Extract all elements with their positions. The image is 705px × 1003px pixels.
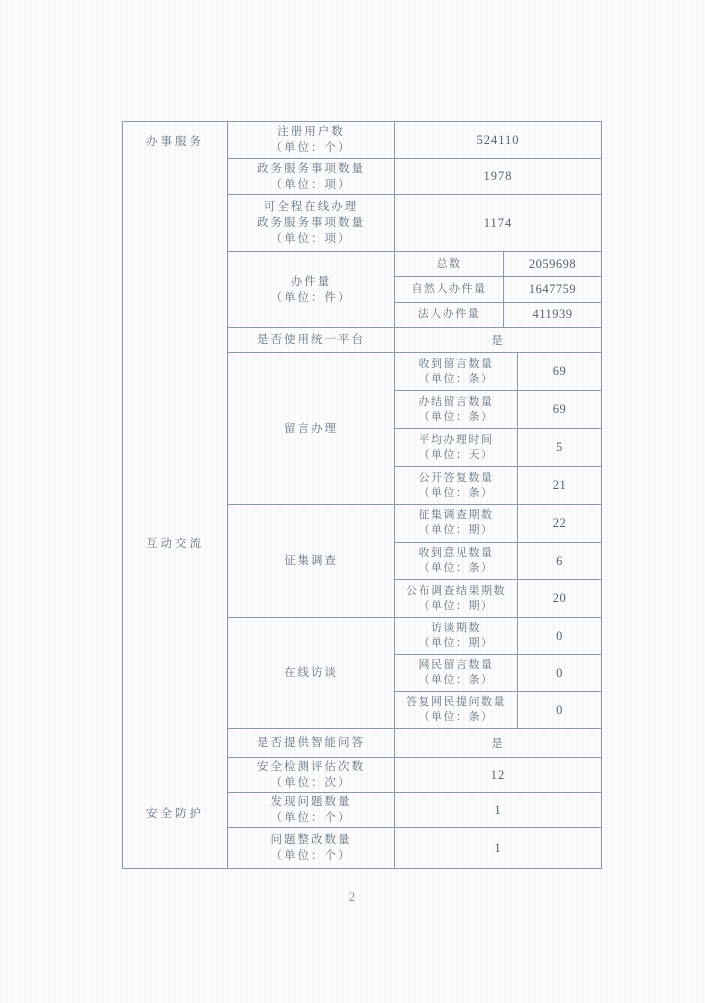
item-label: 发现问题数量 <box>270 796 352 808</box>
table-row <box>228 758 601 793</box>
table-subrow <box>395 655 601 692</box>
section-anquan-fanghu <box>123 758 601 868</box>
subrow-value: 69 <box>552 364 567 378</box>
item-unit: （单位：项） <box>270 178 352 191</box>
subrow-value: 69 <box>552 402 567 416</box>
subrow-label: 公开答复数量 <box>418 471 494 484</box>
subrow-label: 征集调查期数 <box>418 509 494 522</box>
category-cell: 互动交流 <box>123 328 228 758</box>
subrow-label: 收到留言数量 <box>418 357 494 370</box>
subrow-unit: （单位：条） <box>418 486 494 499</box>
value-cell: 12 <box>490 767 506 782</box>
subrow-unit: （单位：条） <box>418 674 494 686</box>
subrow-unit: （单位：条） <box>418 562 494 574</box>
table-subrow <box>395 467 601 504</box>
table-row <box>228 828 601 868</box>
item-label: 是否使用统一平台 <box>257 334 365 346</box>
page-number: 2 <box>348 889 357 904</box>
item-label: 在线访谈 <box>284 667 338 679</box>
table-subrow <box>395 353 601 391</box>
table-row <box>228 159 601 195</box>
table-subrow <box>395 618 601 655</box>
value-cell: 1 <box>494 802 502 817</box>
table-row <box>228 505 601 618</box>
value-cell: 是 <box>491 738 505 750</box>
table-subrow <box>395 252 601 277</box>
item-unit: （单位：个） <box>270 812 352 824</box>
subrow-value: 5 <box>556 440 563 454</box>
value-cell: 1 <box>494 840 502 855</box>
item-label: 安全检测评估次数 <box>257 761 365 773</box>
item-label: 征集调查 <box>284 555 338 567</box>
subrow-label: 收到意见数量 <box>418 547 494 559</box>
subrow-value: 0 <box>556 628 563 643</box>
subrow-value: 2059698 <box>528 256 577 271</box>
table-row <box>228 252 601 328</box>
value-cell: 524110 <box>476 132 520 147</box>
table-row <box>228 353 601 505</box>
section-banshi-fuwu <box>123 122 601 328</box>
table-subrow <box>395 429 601 467</box>
subrow-value: 21 <box>552 478 567 492</box>
item-unit: （单位：个） <box>270 850 352 862</box>
subrow-value: 411939 <box>532 307 573 322</box>
value-cell: 是 <box>491 335 505 347</box>
subrow-label: 总数 <box>436 257 462 270</box>
item-label: 办件量 <box>290 275 332 288</box>
item-label: 问题整改数量 <box>270 834 352 846</box>
subrow-value: 0 <box>556 702 563 717</box>
subrow-unit: （单位：条） <box>418 711 494 723</box>
subrow-label: 网民留言数量 <box>418 659 494 671</box>
item-label: 政务服务事项数量 <box>257 162 365 175</box>
subrow-label: 访谈期数 <box>431 622 481 634</box>
table-row <box>228 618 601 729</box>
table-subrow <box>395 391 601 429</box>
item-unit: （单位：件） <box>270 291 352 304</box>
subrow-label: 平均办理时间 <box>418 433 494 446</box>
item-label: 可全程在线办理 <box>263 201 359 213</box>
subrow-value: 1647759 <box>528 281 577 296</box>
table-row <box>228 729 601 758</box>
subrow-label: 公布调查结果期数 <box>406 584 506 597</box>
table-subrow <box>395 303 601 327</box>
subrow-label: 答复网民提问数量 <box>406 696 506 708</box>
subrow-value: 22 <box>552 515 567 530</box>
subrow-label: 法人办件量 <box>417 308 481 321</box>
table-row <box>228 195 601 252</box>
table-subrow <box>395 580 601 617</box>
value-cell: 1174 <box>483 215 513 230</box>
section-hudong-jiaoliu <box>123 328 601 758</box>
subrow-label: 办结留言数量 <box>418 395 494 408</box>
subrow-unit: （单位：条） <box>418 372 494 385</box>
category-cell: 安全防护 <box>123 758 228 868</box>
table-subrow <box>395 505 601 543</box>
subrow-unit: （单位：天） <box>418 448 494 461</box>
table-subrow <box>395 692 601 728</box>
report-table <box>122 121 602 869</box>
subrow-value: 20 <box>552 591 567 606</box>
item-label: 是否提供智能问答 <box>257 737 365 749</box>
table-subrow <box>395 543 601 581</box>
subrow-unit: （单位：期） <box>418 637 494 649</box>
item-unit: （单位：次） <box>270 777 352 789</box>
value-cell: 1978 <box>483 169 513 183</box>
item-label: 政务服务事项数量 <box>257 217 365 229</box>
table-row <box>228 122 601 159</box>
subrow-value: 0 <box>556 665 563 680</box>
item-label: 留言办理 <box>284 422 338 435</box>
item-unit: （单位：项） <box>270 233 352 245</box>
category-cell: 办事服务 <box>123 122 228 328</box>
item-unit: （单位：个） <box>270 142 352 154</box>
table-row <box>228 793 601 828</box>
subrow-unit: （单位：期） <box>418 524 494 537</box>
subrow-value: 6 <box>556 553 563 568</box>
item-label: 注册用户数 <box>277 126 345 138</box>
subrow-label: 自然人办件量 <box>411 282 487 295</box>
table-subrow <box>395 277 601 302</box>
subrow-unit: （单位：期） <box>418 599 494 612</box>
subrow-unit: （单位：条） <box>418 410 494 423</box>
table-row <box>228 328 601 353</box>
